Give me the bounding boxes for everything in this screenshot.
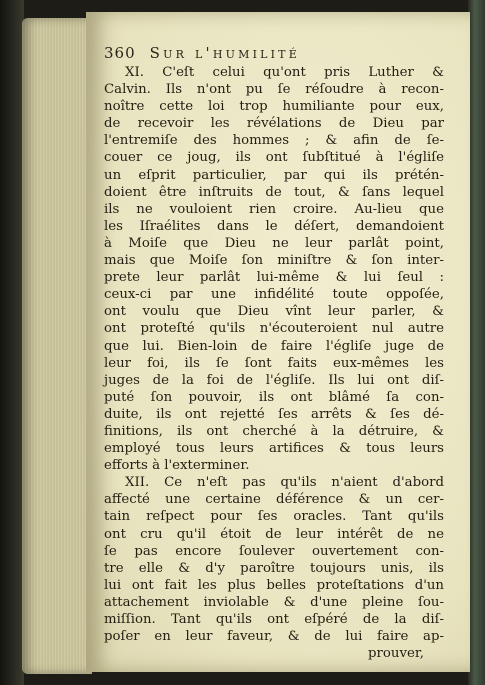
text-line: duite, ils ont rejetté ſes arrêts & ſes dé- [104, 406, 444, 422]
text-line: ceux-ci par une infidélité toute oppoſée, [104, 287, 444, 303]
text-line: XI. C'eſt celui qu'ont pris Luther & [125, 65, 444, 80]
page-header [104, 44, 404, 62]
page-edges [22, 18, 92, 674]
text-line: de recevoir les révélations de Dieu par [104, 116, 444, 132]
text-line: à Moiſe que Dieu ne leur parlât point, [104, 235, 444, 251]
text-line: attachement inviolable & d'une pleine ſou- [104, 594, 444, 610]
text-line: ſe pas encore ſoulever ouvertement con- [104, 543, 444, 559]
text-line: tain reſpect pour ſes oracles. Tant qu'ils [104, 509, 444, 525]
text-line: ont proteſté qu'ils n'écouteroient nul autre [104, 321, 444, 337]
page-body [104, 64, 444, 662]
text-line: juges de la foi de l'égliſe. Ils lui ont diſ- [104, 372, 444, 388]
text-line: ils ne vouloient rien croire. Au-lieu que [104, 201, 444, 217]
text-line: couer ce joug, ils ont ſubſtitué à l'égliſe [104, 150, 444, 166]
text-line: Calvin. Ils n'ont pu ſe réſoudre à recon- [104, 82, 444, 98]
text-line: leur foi, ils ſe ſont faits eux-mêmes les [104, 355, 444, 371]
text-line: ont cru qu'il étoit de leur intérêt de ne [104, 526, 444, 542]
text-line: affecté une certaine déférence & un cer- [104, 492, 444, 508]
page-number: 360 [104, 44, 136, 62]
text-line: miſſion. Tant qu'ils ont eſpéré de la diſ- [104, 612, 444, 627]
text-line: les Iſraélites dans le déſert, demandoient [104, 218, 444, 234]
text-line: que lui. Bien-loin de faire l'égliſe juge de [104, 338, 444, 354]
text-line: finitions, ils ont cherché à la détruire, & [104, 423, 444, 439]
text-line: mais que Moiſe ſon miniſtre & ſon inter- [104, 253, 444, 269]
text-line: ont voulu que Dieu vînt leur parler, & [104, 304, 444, 320]
running-title: Sur l'humilité [149, 44, 300, 62]
text-line: l'entremiſe des hommes ; & afin de ſe- [104, 133, 444, 149]
text-line: un eſprit particulier, par qui ils prétén- [104, 167, 444, 183]
text-line: lui ont fait les plus belles proteſtations d'un [104, 577, 444, 593]
text-line: puté ſon pouvoir, ils ont blâmé ſa con- [104, 389, 444, 405]
paragraph-xi [104, 64, 444, 474]
text-line: poſer en leur faveur, & de lui faire ap- [104, 629, 444, 645]
text-line: noître cette loi trop humiliante pour eux, [104, 99, 444, 115]
text-line: doient être inſtruits de tout, & ſans lequel [104, 184, 444, 200]
text-line: efforts à l'exterminer. [104, 458, 250, 474]
text-line: XII. Ce n'eſt pas qu'ils n'aient d'abord [125, 475, 444, 491]
book-cover-left [0, 0, 24, 685]
book-cover-right [468, 0, 485, 685]
paragraph-xii [104, 474, 444, 645]
text-line: employé tous leurs artifices & tous leurs [104, 441, 444, 457]
text-line: tre elle & d'y paroître toujours unis, ils [104, 560, 444, 576]
text-line: prete leur parlât lui-même & lui ſeul : [104, 270, 444, 286]
catchword: prouver, [368, 646, 424, 662]
